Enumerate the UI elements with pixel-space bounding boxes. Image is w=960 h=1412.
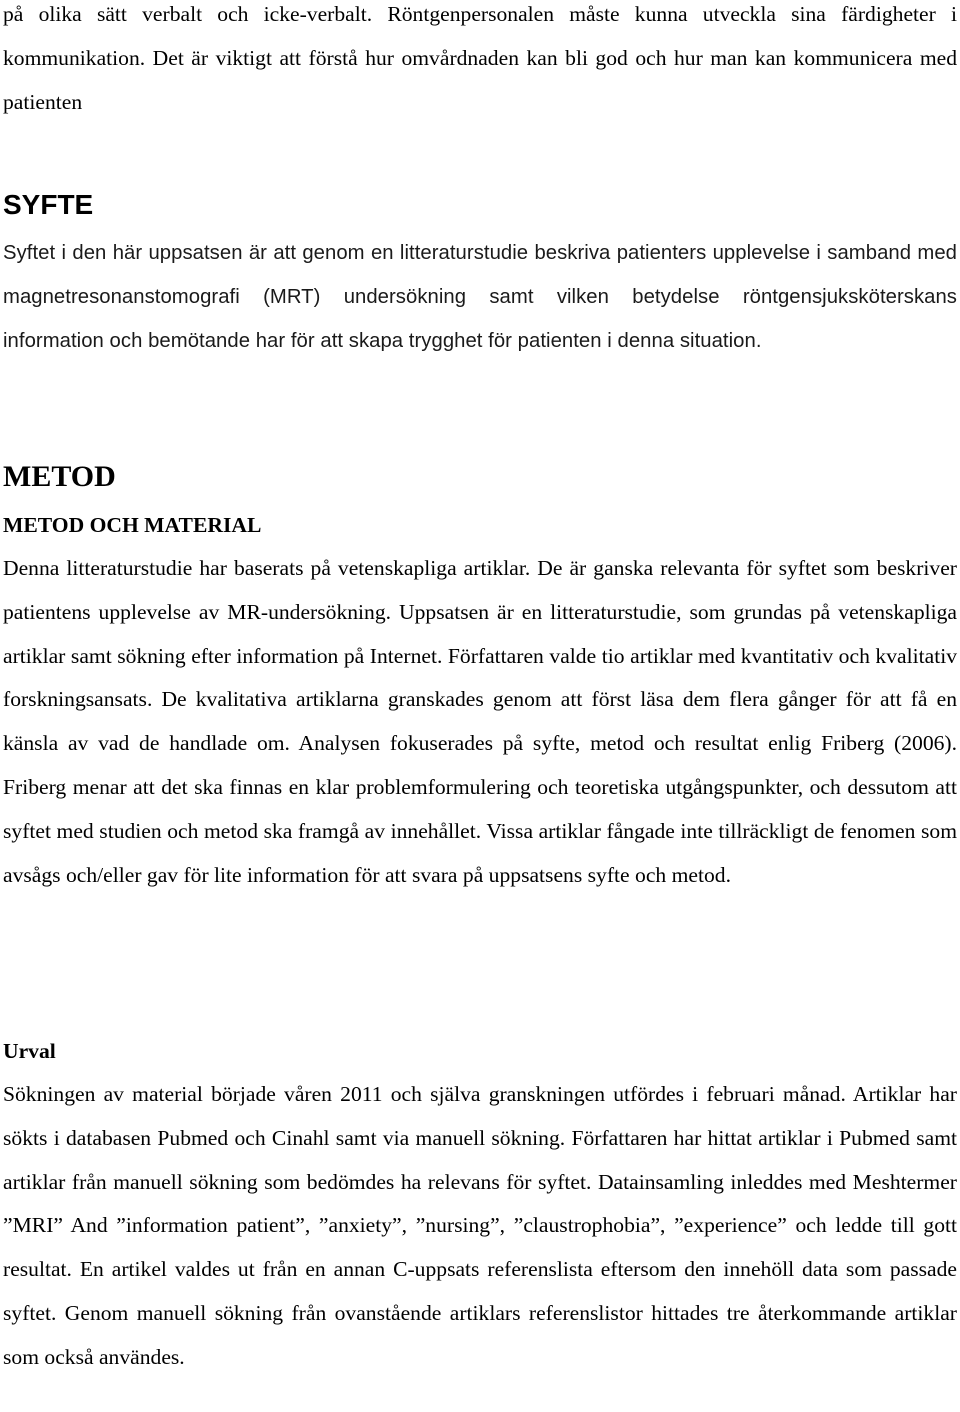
urval-heading: Urval xyxy=(3,1039,56,1063)
syfte-heading: SYFTE xyxy=(3,189,94,220)
syfte-paragraph: Syftet i den här uppsatsen är att genom en litteraturstudie beskriva patienters upplevelse i samband med magnetresonanstomografi (MRT) undersökning samt vilken betydelse röntgensjuksköterskans information och bemötande har för att skapa trygghet för patienten i denna situation. xyxy=(3,242,957,352)
metod-och-material-heading: METOD OCH MATERIAL xyxy=(3,513,262,537)
metod-paragraph: Denna litteraturstudie har baserats på vetenskapliga artiklar. De är ganska relevanta för syftet som beskriver patientens upplevelse av MR-undersökning. Uppsatsen är en litteraturstudie, som grundas på vetenskapliga artiklar samt sökning efter information på Internet. Författaren valde tio artiklar med kvantitativ och kvalitativ forskningsansats. De kvalitativa artiklarna granskades genom att först läsa dem flera gånger för att få en känsla av vad de handlade om. Analysen fokuserades på syfte, metod och resultat enlig Friberg (2006). Friberg menar att det ska finnas en klar problemformulering och teoretiska utgångspunkter, och dessutom att syftet med studien och metod ska framgå av innehållet. Vissa artiklar fångade inte tillräckligt de fenomen som avsågs och/eller gav för lite information för att svara på uppsatsens syfte och metod. xyxy=(3,556,957,887)
intro-paragraph: på olika sätt verbalt och icke-verbalt. Röntgenpersonalen måste kunna utveckla sina färdigheter i kommunikation. Det är viktigt att förstå hur omvårdnaden kan bli god och hur man kan kommunicera med patienten xyxy=(3,2,957,114)
urval-paragraph: Sökningen av material började våren 2011 och själva granskningen utfördes i februari månad. Artiklar har sökts i databasen Pubmed och Cinahl samt via manuell sökning. Författaren har hittat artiklar i Pubmed samt artiklar från manuell sökning som bedömdes ha relevans för syftet. Datainsamling inleddes med Meshtermer ”MRI” And ”information patient”, ”anxiety”, ”nursing”, ”claustrophobia”, ”experience” och ledde till gott resultat. En artikel valdes ut från en annan C-uppsats referenslista eftersom den innehöll data som passade syftet. Genom manuell sökning från ovanstående artiklars referenslistor hittades tre återkommande artiklar som också användes. xyxy=(3,1082,957,1369)
metod-heading: METOD xyxy=(3,460,116,493)
